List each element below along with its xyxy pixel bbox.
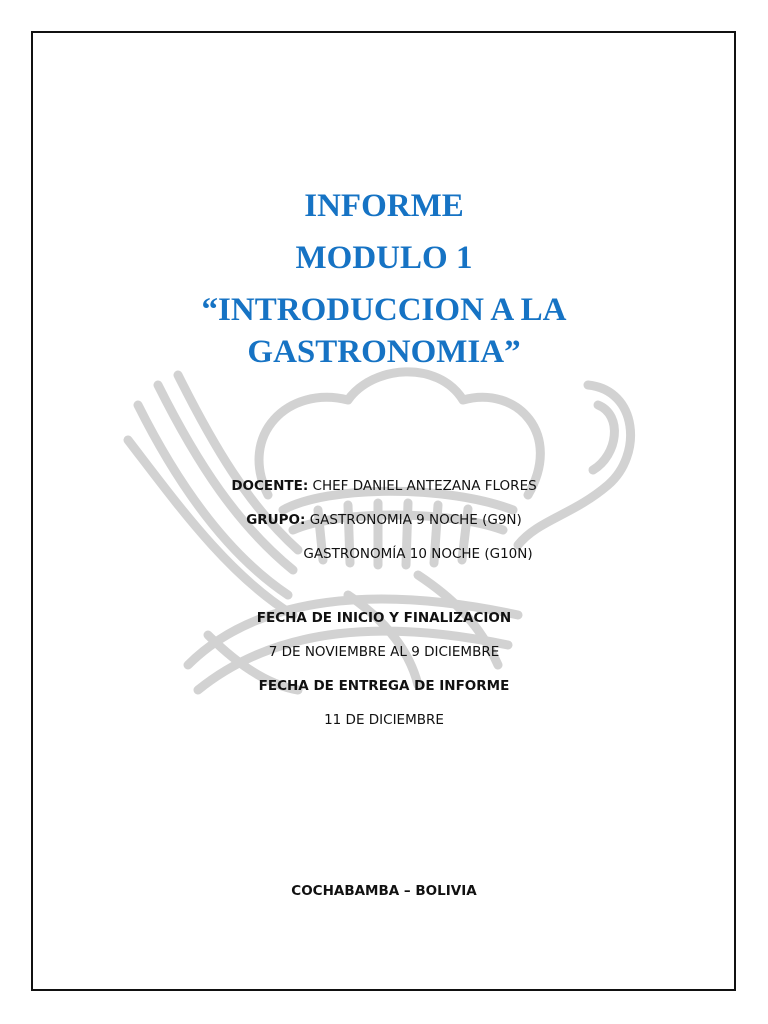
grupo-value-2: GASTRONOMÍA 10 NOCHE (G10N) xyxy=(303,546,533,562)
grupo-line xyxy=(0,514,768,528)
fecha-entrega-label: FECHA DE ENTREGA DE INFORME xyxy=(258,678,510,694)
title-line-4: GASTRONOMIA” xyxy=(247,334,521,370)
grupo-value: GASTRONOMIA 9 NOCHE (G9N) xyxy=(305,512,522,528)
location-footer: COCHABAMBA – BOLIVIA xyxy=(291,883,477,899)
title-line-1: INFORME xyxy=(304,188,464,224)
grupo-label: GRUPO: xyxy=(246,512,306,528)
docente-label: DOCENTE: xyxy=(231,478,309,494)
fecha-entrega-value: 11 DE DICIEMBRE xyxy=(324,712,444,728)
docente-value: CHEF DANIEL ANTEZANA FLORES xyxy=(308,478,537,494)
fecha-inicio-value: 7 DE NOVIEMBRE AL 9 DICIEMBRE xyxy=(268,644,500,660)
fecha-inicio-label: FECHA DE INICIO Y FINALIZACION xyxy=(256,610,512,626)
title-line-3: “INTRODUCCION A LA xyxy=(201,292,567,328)
title-line-2: MODULO 1 xyxy=(295,240,473,276)
docente-line xyxy=(0,480,768,494)
